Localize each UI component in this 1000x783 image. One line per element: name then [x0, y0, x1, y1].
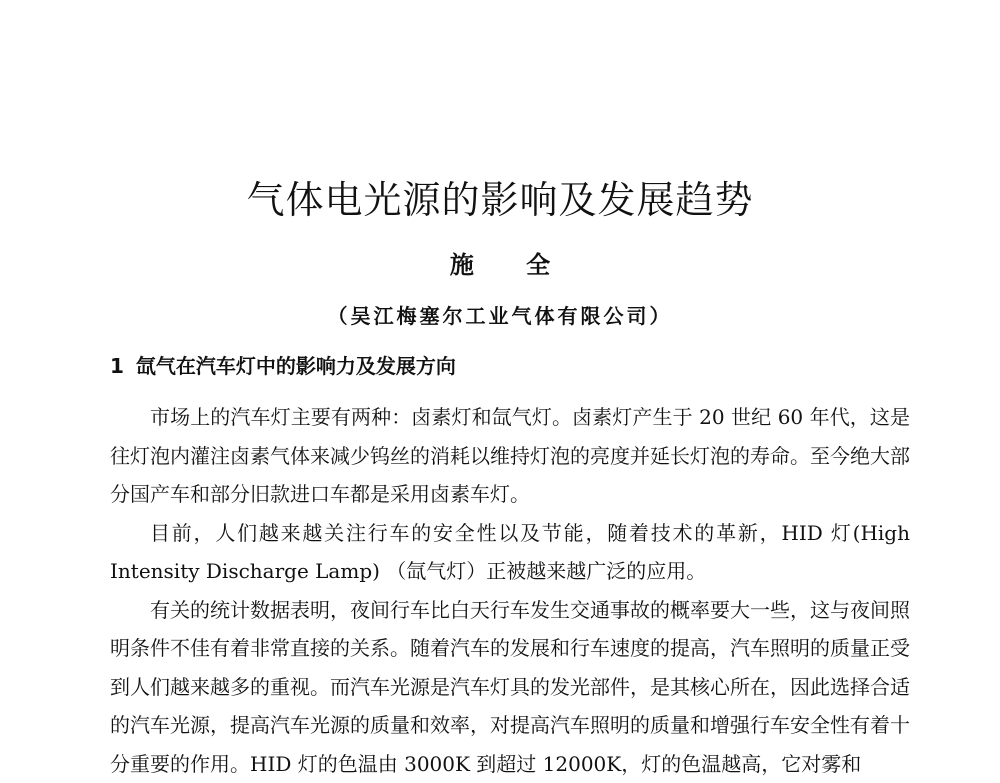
paragraph-2: 目前，人们越来越关注行车的安全性以及节能，随着技术的革新，HID 灯(High Intensity Discharge Lamp) （氙气灯）正被越来越广泛的应用。: [110, 514, 910, 591]
author-name: 施 全: [0, 250, 1000, 280]
section-heading-text: 氙气在汽车灯中的影响力及发展方向: [136, 354, 456, 378]
body-text: [110, 398, 910, 783]
paragraph-1: 市场上的汽车灯主要有两种：卤素灯和氙气灯。卤素灯产生于 20 世纪 60 年代，这是往灯泡内灌注卤素气体来减少钨丝的消耗以维持灯泡的亮度并延长灯泡的寿命。至今绝大部分国产车和部分旧款进口车都是采用卤素车灯。: [110, 398, 910, 514]
author-affiliation: （吴江梅塞尔工业气体有限公司）: [0, 302, 1000, 330]
paper-title: 气体电光源的影响及发展趋势: [0, 176, 1000, 224]
paragraph-3: 有关的统计数据表明，夜间行车比白天行车发生交通事故的概率要大一些，这与夜间照明条件不佳有着非常直接的关系。随着汽车的发展和行车速度的提高，汽车照明的质量正受到人们越来越多的重视。而汽车光源是汽车灯具的发光部件，是其核心所在，因此选择合适的汽车光源，提高汽车光源的质量和效率，对提高汽车照明的质量和增强行车安全性有着十分重要的作用。HID 灯的色温由 3000K 到超过 12000K，灯的色温越高，它对雾和: [110, 591, 910, 783]
section-number: 1: [110, 354, 124, 378]
section-heading: [110, 352, 456, 380]
